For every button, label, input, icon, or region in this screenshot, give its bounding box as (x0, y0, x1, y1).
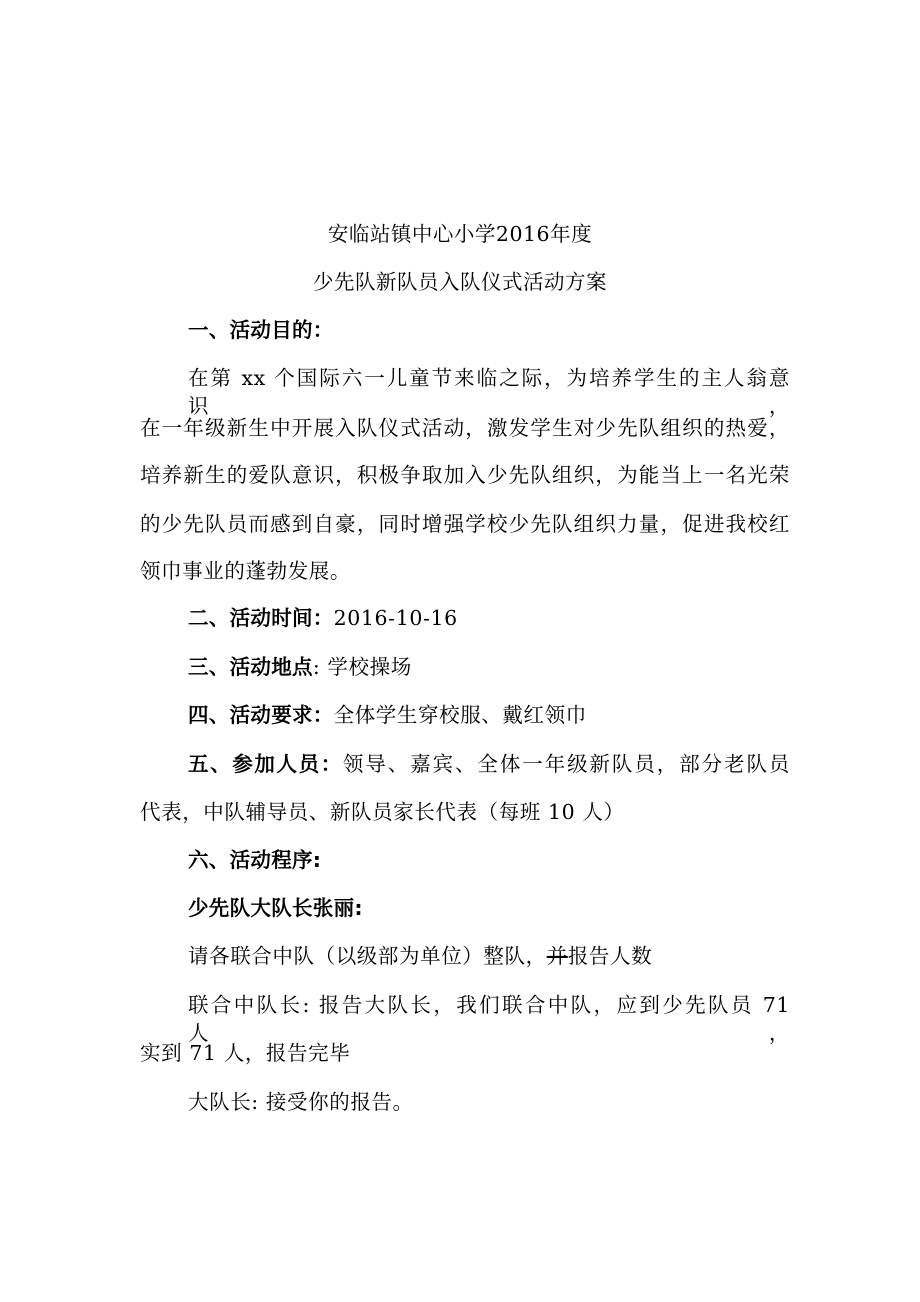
procedure-line4: 大队长: 接受你的报告。 (188, 1090, 414, 1114)
section-requirements (188, 701, 790, 729)
procedure-line2: 联合中队长: 报告大队长，我们联合中队，应到少先队员 71 人， (188, 993, 790, 1045)
section-heading-location: 三、活动地点 (188, 655, 313, 679)
section-heading-time: 二、活动时间： (188, 606, 334, 630)
procedure-line1-part-b: 报告人数 (567, 944, 653, 968)
section-heading-participants: 五、参加人员： (188, 752, 343, 776)
section-heading-requirements: 四、活动要求： (188, 703, 334, 727)
purpose-para-line4: 的少先队员而感到自豪，同时增强学校少先队组织力量，促进我校红 (140, 512, 790, 536)
purpose-para-line3: 培养新生的爱队意识，积极争取加入少先队组织，为能当上一名光荣 (140, 463, 790, 487)
participants-line2: 代表，中队辅导员、新队员家长代表（每班 10 人） (140, 800, 625, 824)
procedure-speaker: 少先队大队长张丽: (188, 896, 363, 920)
purpose-para-line5: 领巾事业的蓬勃发展。 (140, 559, 351, 583)
procedure-line1 (188, 942, 790, 970)
purpose-para-line2: 在一年级新生中开展入队仪式活动，激发学生对少先队组织的热爱， (140, 416, 790, 440)
procedure-line1-struck-word: 并 (546, 944, 568, 968)
section-heading-procedure: 六、活动程序: (188, 848, 322, 872)
activity-requirements: 全体学生穿校服、戴红领巾 (333, 703, 587, 727)
section-time (188, 604, 790, 632)
document-title-line2: 少先队新队员入队仪式活动方案 (313, 270, 607, 294)
participants-line1: 领导、嘉宾、全体一年级新队员，部分老队员 (342, 752, 790, 776)
purpose-para-line1: 在第 xx 个国际六一儿童节来临之际，为培养学生的主人翁意识， (188, 366, 790, 418)
section-heading-purpose: 一、活动目的： (188, 318, 334, 342)
activity-date: 2016-10-16 (333, 606, 458, 630)
procedure-line1-part-a: 请各联合中队（以级部为单位）整队， (188, 944, 547, 968)
activity-location: : 学校操场 (312, 655, 412, 679)
section-participants (188, 750, 790, 778)
section-location (188, 653, 790, 681)
procedure-line3: 实到 71 人，报告完毕 (140, 1041, 351, 1065)
document-title-line1: 安临站镇中心小学2016年度 (327, 222, 593, 246)
